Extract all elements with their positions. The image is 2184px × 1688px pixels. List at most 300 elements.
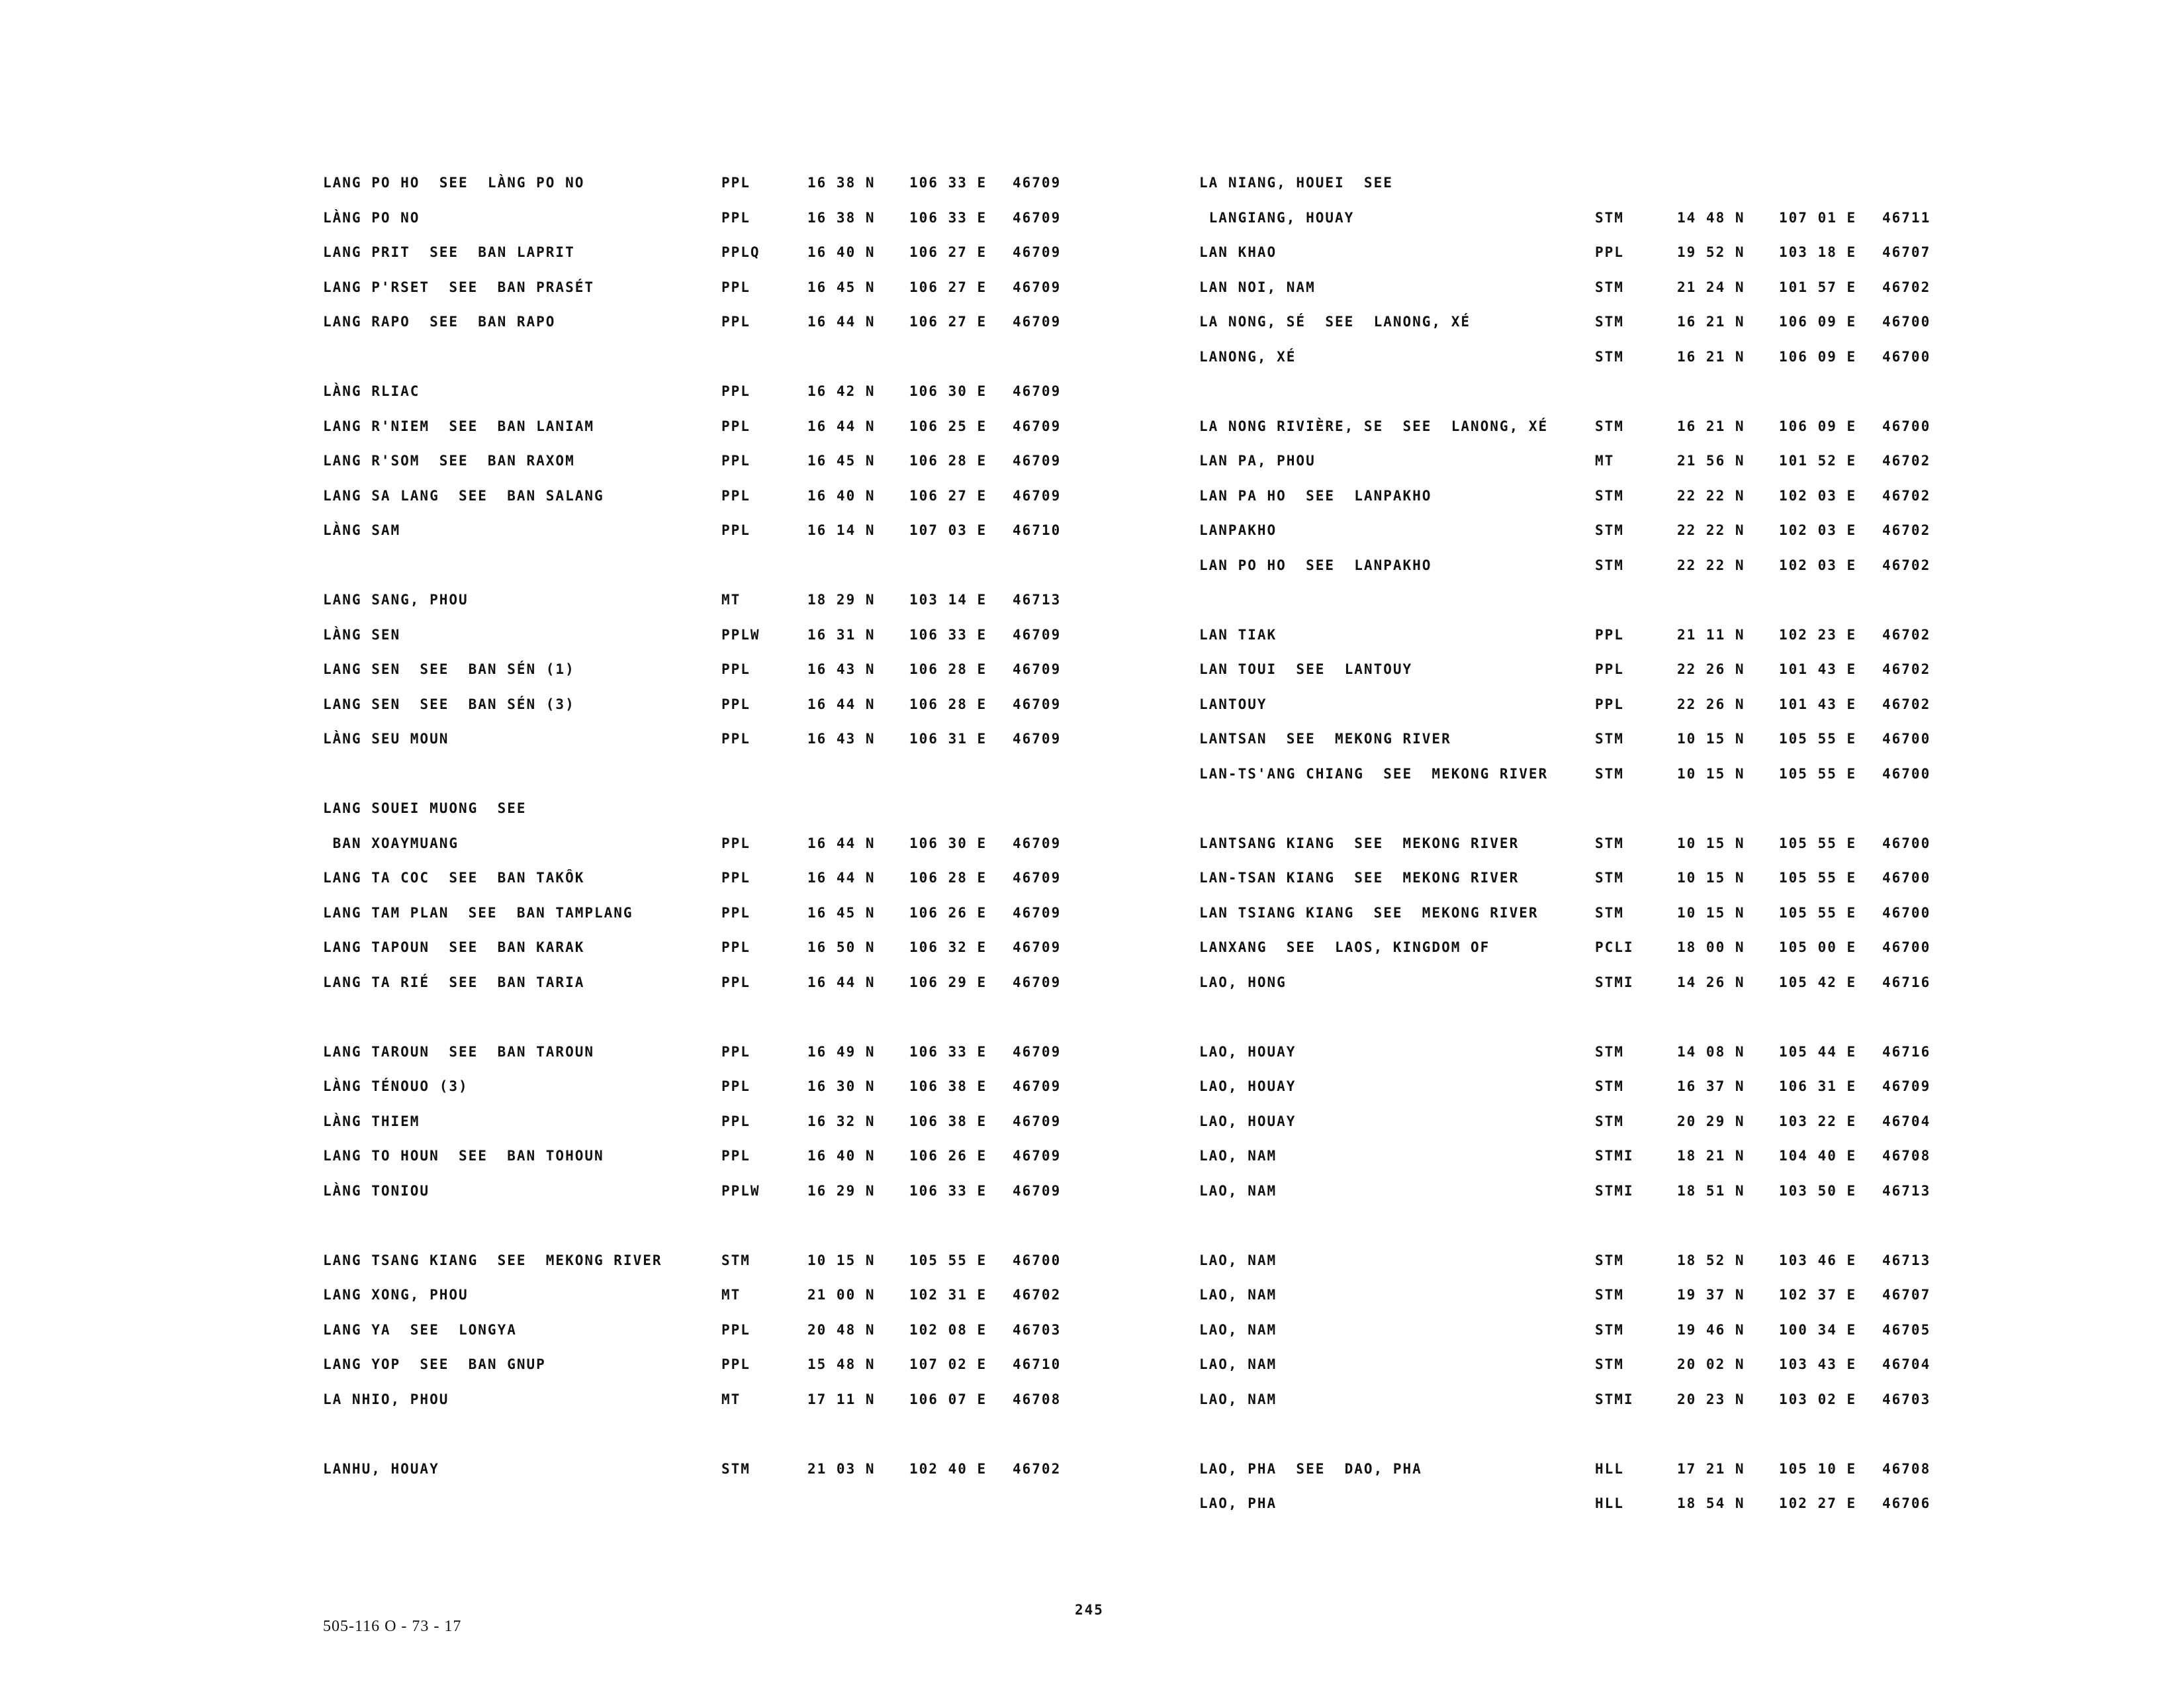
entry-lon: 106 09 E bbox=[1779, 348, 1857, 365]
entry-lat: 14 08 N bbox=[1677, 1043, 1745, 1060]
entry-name: LÀNG TONIOU bbox=[323, 1182, 430, 1199]
entry-lon: 102 23 E bbox=[1779, 626, 1857, 643]
entry-code: STM bbox=[721, 1252, 751, 1268]
entry-lat: 19 52 N bbox=[1677, 244, 1745, 260]
entry-code: PPL bbox=[721, 1078, 751, 1094]
entry-lat: 16 45 N bbox=[807, 904, 876, 921]
entry-lat: 20 48 N bbox=[807, 1321, 876, 1338]
entry-lat: 16 49 N bbox=[807, 1043, 876, 1060]
entry-lon: 101 43 E bbox=[1779, 661, 1857, 677]
entry-lat: 16 14 N bbox=[807, 522, 876, 538]
entry-name: LAO, HOUAY bbox=[1199, 1043, 1297, 1060]
entry-lon: 106 28 E bbox=[909, 661, 987, 677]
entry-lat: 16 44 N bbox=[807, 835, 876, 851]
entry-map: 46702 bbox=[1882, 557, 1931, 573]
entry-map: 46710 bbox=[1013, 522, 1062, 538]
entry-code: STM bbox=[1595, 1356, 1624, 1372]
entry-name: LANG R'SOM SEE BAN RAXOM bbox=[323, 453, 575, 469]
entry-lon: 101 43 E bbox=[1779, 696, 1857, 712]
entry-name: LANTSANG KIANG SEE MEKONG RIVER bbox=[1199, 835, 1520, 851]
entry-map: 46708 bbox=[1013, 1391, 1062, 1407]
entry-lon: 103 46 E bbox=[1779, 1252, 1857, 1268]
entry-lat: 14 48 N bbox=[1677, 209, 1745, 226]
entry-map: 46709 bbox=[1013, 418, 1062, 434]
entry-lon: 105 55 E bbox=[1779, 870, 1857, 886]
entry-code: PPL bbox=[721, 1356, 751, 1372]
entry-lon: 103 02 E bbox=[1779, 1391, 1857, 1407]
entry-code: PPL bbox=[721, 1321, 751, 1338]
entry-code: PPL bbox=[721, 1113, 751, 1129]
entry-code: PPL bbox=[721, 696, 751, 712]
entry-map: 46709 bbox=[1013, 487, 1062, 504]
entry-name: LANG SEN SEE BAN SÉN (1) bbox=[323, 661, 575, 677]
entry-map: 46709 bbox=[1013, 453, 1062, 469]
entry-code: STM bbox=[1595, 1043, 1624, 1060]
entry-lon: 106 32 E bbox=[909, 939, 987, 955]
entry-lon: 102 40 E bbox=[909, 1460, 987, 1477]
entry-lat: 17 11 N bbox=[807, 1391, 876, 1407]
entry-lon: 106 33 E bbox=[909, 175, 987, 191]
entry-lon: 106 30 E bbox=[909, 383, 987, 399]
entry-code: STM bbox=[1595, 1252, 1624, 1268]
entry-lat: 22 22 N bbox=[1677, 487, 1745, 504]
entry-lat: 16 45 N bbox=[807, 453, 876, 469]
entry-map: 46709 bbox=[1013, 314, 1062, 330]
entry-name: LANG R'NIEM SEE BAN LANIAM bbox=[323, 418, 595, 434]
entry-code: MT bbox=[721, 1287, 741, 1303]
entry-name: LAO, NAM bbox=[1199, 1391, 1277, 1407]
entry-lat: 19 46 N bbox=[1677, 1321, 1745, 1338]
entry-lon: 105 44 E bbox=[1779, 1043, 1857, 1060]
entry-lat: 20 29 N bbox=[1677, 1113, 1745, 1129]
entry-lat: 16 40 N bbox=[807, 244, 876, 260]
entry-lon: 107 01 E bbox=[1779, 209, 1857, 226]
entry-map: 46709 bbox=[1013, 1078, 1062, 1094]
entry-name: LAO, NAM bbox=[1199, 1356, 1277, 1372]
entry-code: STM bbox=[1595, 765, 1624, 782]
entry-lat: 20 02 N bbox=[1677, 1356, 1745, 1372]
entry-code: PPL bbox=[721, 870, 751, 886]
entry-lat: 22 26 N bbox=[1677, 661, 1745, 677]
entry-lat: 16 45 N bbox=[807, 279, 876, 295]
entry-lat: 10 15 N bbox=[1677, 765, 1745, 782]
entry-name: LAO, HOUAY bbox=[1199, 1078, 1297, 1094]
entry-map: 46700 bbox=[1882, 835, 1931, 851]
entry-code: PPL bbox=[721, 835, 751, 851]
entry-map: 46709 bbox=[1013, 974, 1062, 990]
entry-code: PPL bbox=[721, 904, 751, 921]
entry-lat: 18 29 N bbox=[807, 592, 876, 608]
entry-map: 46709 bbox=[1013, 939, 1062, 955]
entry-lon: 104 40 E bbox=[1779, 1148, 1857, 1164]
entry-name: LANHU, HOUAY bbox=[323, 1460, 439, 1477]
entry-lat: 10 15 N bbox=[1677, 904, 1745, 921]
entry-lat: 16 43 N bbox=[807, 731, 876, 747]
entry-code: PPL bbox=[721, 974, 751, 990]
entry-lon: 106 28 E bbox=[909, 453, 987, 469]
entry-code: MT bbox=[721, 592, 741, 608]
entry-lon: 103 22 E bbox=[1779, 1113, 1857, 1129]
entry-lon: 102 31 E bbox=[909, 1287, 987, 1303]
entry-code: PPL bbox=[721, 209, 751, 226]
entry-lat: 16 42 N bbox=[807, 383, 876, 399]
entry-name: BAN XOAYMUANG bbox=[323, 835, 459, 851]
entry-lat: 16 43 N bbox=[807, 661, 876, 677]
entry-name: LÀNG TÉNOUO (3) bbox=[323, 1078, 469, 1094]
entry-name: LAN PO HO SEE LANPAKHO bbox=[1199, 557, 1432, 573]
entry-name: LAO, NAM bbox=[1199, 1252, 1277, 1268]
entry-code: HLL bbox=[1595, 1460, 1624, 1477]
entry-code: PPL bbox=[1595, 696, 1624, 712]
entry-map: 46700 bbox=[1882, 731, 1931, 747]
entry-name: LAO, NAM bbox=[1199, 1182, 1277, 1199]
entry-name: LANG TO HOUN SEE BAN TOHOUN bbox=[323, 1148, 604, 1164]
entry-code: STM bbox=[1595, 870, 1624, 886]
entry-lon: 106 27 E bbox=[909, 487, 987, 504]
entry-code: STM bbox=[1595, 1113, 1624, 1129]
entry-map: 46713 bbox=[1882, 1182, 1931, 1199]
entry-name: LANG RAPO SEE BAN RAPO bbox=[323, 314, 556, 330]
entry-name: LAO, PHA bbox=[1199, 1495, 1277, 1511]
entry-name: LÀNG THIEM bbox=[323, 1113, 420, 1129]
entry-map: 46709 bbox=[1013, 383, 1062, 399]
entry-lat: 15 48 N bbox=[807, 1356, 876, 1372]
entry-code: PPL bbox=[721, 175, 751, 191]
entry-map: 46703 bbox=[1882, 1391, 1931, 1407]
entry-code: STMI bbox=[1595, 1391, 1634, 1407]
entry-code: PPLW bbox=[721, 1182, 760, 1199]
entry-lon: 106 25 E bbox=[909, 418, 987, 434]
entry-map: 46700 bbox=[1882, 314, 1931, 330]
entry-lat: 16 30 N bbox=[807, 1078, 876, 1094]
entry-lon: 103 18 E bbox=[1779, 244, 1857, 260]
entry-map: 46707 bbox=[1882, 244, 1931, 260]
entry-name: LANG TSANG KIANG SEE MEKONG RIVER bbox=[323, 1252, 662, 1268]
entry-lat: 21 00 N bbox=[807, 1287, 876, 1303]
entry-name: LANG SA LANG SEE BAN SALANG bbox=[323, 487, 604, 504]
entry-map: 46709 bbox=[1013, 731, 1062, 747]
entry-code: HLL bbox=[1595, 1495, 1624, 1511]
entry-code: STM bbox=[1595, 522, 1624, 538]
entry-code: PPL bbox=[721, 1148, 751, 1164]
entry-lat: 16 21 N bbox=[1677, 418, 1745, 434]
entry-code: STM bbox=[1595, 487, 1624, 504]
entry-code: PPL bbox=[721, 1043, 751, 1060]
entry-lon: 105 55 E bbox=[1779, 765, 1857, 782]
entry-name: LAN KHAO bbox=[1199, 244, 1277, 260]
entry-code: PPL bbox=[721, 279, 751, 295]
entry-lon: 105 00 E bbox=[1779, 939, 1857, 955]
entry-lat: 21 03 N bbox=[807, 1460, 876, 1477]
entry-map: 46702 bbox=[1882, 696, 1931, 712]
entry-name: LANG YOP SEE BAN GNUP bbox=[323, 1356, 546, 1372]
entry-lon: 107 02 E bbox=[909, 1356, 987, 1372]
entry-map: 46709 bbox=[1013, 1113, 1062, 1129]
entry-name: LANG XONG, PHOU bbox=[323, 1287, 469, 1303]
entry-name: LAO, NAM bbox=[1199, 1148, 1277, 1164]
entry-name: LÀNG PO NO bbox=[323, 209, 420, 226]
entry-map: 46700 bbox=[1882, 870, 1931, 886]
entry-lon: 106 38 E bbox=[909, 1113, 987, 1129]
entry-name: LAO, NAM bbox=[1199, 1287, 1277, 1303]
entry-lat: 21 24 N bbox=[1677, 279, 1745, 295]
entry-name: LAO, HONG bbox=[1199, 974, 1287, 990]
entry-lon: 106 26 E bbox=[909, 904, 987, 921]
entry-code: PPL bbox=[721, 453, 751, 469]
entry-map: 46702 bbox=[1882, 522, 1931, 538]
entry-lat: 20 23 N bbox=[1677, 1391, 1745, 1407]
entry-lat: 16 44 N bbox=[807, 418, 876, 434]
entry-lon: 106 33 E bbox=[909, 1182, 987, 1199]
entry-lat: 16 37 N bbox=[1677, 1078, 1745, 1094]
entry-lon: 106 33 E bbox=[909, 209, 987, 226]
entry-name: LA NHIO, PHOU bbox=[323, 1391, 449, 1407]
entry-name: LANXANG SEE LAOS, KINGDOM OF bbox=[1199, 939, 1490, 955]
entry-lon: 102 03 E bbox=[1779, 522, 1857, 538]
entry-lat: 22 26 N bbox=[1677, 696, 1745, 712]
entry-lat: 17 21 N bbox=[1677, 1460, 1745, 1477]
entry-code: STMI bbox=[1595, 974, 1634, 990]
entry-lon: 106 38 E bbox=[909, 1078, 987, 1094]
entry-code: STM bbox=[1595, 1078, 1624, 1094]
entry-lon: 100 34 E bbox=[1779, 1321, 1857, 1338]
entry-code: PPL bbox=[721, 939, 751, 955]
entry-map: 46700 bbox=[1882, 904, 1931, 921]
entry-lon: 106 09 E bbox=[1779, 314, 1857, 330]
entry-lat: 22 22 N bbox=[1677, 557, 1745, 573]
entry-lon: 101 57 E bbox=[1779, 279, 1857, 295]
entry-name: LAN TSIANG KIANG SEE MEKONG RIVER bbox=[1199, 904, 1539, 921]
entry-map: 46700 bbox=[1882, 418, 1931, 434]
entry-code: STM bbox=[1595, 314, 1624, 330]
entry-name: LAN-TS'ANG CHIANG SEE MEKONG RIVER bbox=[1199, 765, 1549, 782]
entry-name: LANG PRIT SEE BAN LAPRIT bbox=[323, 244, 575, 260]
entry-lat: 14 26 N bbox=[1677, 974, 1745, 990]
entry-code: MT bbox=[1595, 453, 1615, 469]
entry-name: LAN TIAK bbox=[1199, 626, 1277, 643]
entry-code: STM bbox=[1595, 1287, 1624, 1303]
entry-name: LAN-TSAN KIANG SEE MEKONG RIVER bbox=[1199, 870, 1520, 886]
entry-lon: 101 52 E bbox=[1779, 453, 1857, 469]
entry-lat: 16 38 N bbox=[807, 209, 876, 226]
entry-lon: 106 28 E bbox=[909, 696, 987, 712]
entry-name: LÀNG SAM bbox=[323, 522, 401, 538]
entry-lat: 10 15 N bbox=[1677, 870, 1745, 886]
entry-lon: 105 55 E bbox=[1779, 904, 1857, 921]
entry-code: PPL bbox=[721, 731, 751, 747]
entry-lon: 106 27 E bbox=[909, 279, 987, 295]
entry-map: 46709 bbox=[1013, 696, 1062, 712]
entry-code: PPL bbox=[1595, 661, 1624, 677]
entry-map: 46702 bbox=[1882, 661, 1931, 677]
entry-map: 46709 bbox=[1013, 1043, 1062, 1060]
entry-map: 46709 bbox=[1013, 279, 1062, 295]
print-code: 505-116 O - 73 - 17 bbox=[323, 1618, 462, 1635]
entry-lat: 10 15 N bbox=[1677, 731, 1745, 747]
entry-name: LANTSAN SEE MEKONG RIVER bbox=[1199, 731, 1451, 747]
entry-code: STM bbox=[1595, 904, 1624, 921]
entry-lon: 105 42 E bbox=[1779, 974, 1857, 990]
entry-name: LANG TA RIÉ SEE BAN TARIA bbox=[323, 974, 585, 990]
entry-map: 46708 bbox=[1882, 1460, 1931, 1477]
entry-name: LANG TAM PLAN SEE BAN TAMPLANG bbox=[323, 904, 633, 921]
entry-map: 46707 bbox=[1882, 1287, 1931, 1303]
entry-map: 46711 bbox=[1882, 209, 1931, 226]
entry-lat: 16 32 N bbox=[807, 1113, 876, 1129]
entry-lon: 106 29 E bbox=[909, 974, 987, 990]
entry-code: PCLI bbox=[1595, 939, 1634, 955]
entry-lon: 107 03 E bbox=[909, 522, 987, 538]
entry-lon: 106 09 E bbox=[1779, 418, 1857, 434]
entry-lon: 105 55 E bbox=[909, 1252, 987, 1268]
entry-code: STMI bbox=[1595, 1148, 1634, 1164]
entry-code: STM bbox=[721, 1460, 751, 1477]
entry-map: 46709 bbox=[1013, 626, 1062, 643]
entry-map: 46704 bbox=[1882, 1113, 1931, 1129]
entry-lat: 21 11 N bbox=[1677, 626, 1745, 643]
entry-map: 46709 bbox=[1013, 661, 1062, 677]
entry-map: 46700 bbox=[1013, 1252, 1062, 1268]
entry-lat: 18 00 N bbox=[1677, 939, 1745, 955]
entry-name: LAN TOUI SEE LANTOUY bbox=[1199, 661, 1413, 677]
entry-map: 46700 bbox=[1882, 348, 1931, 365]
entry-map: 46713 bbox=[1013, 592, 1062, 608]
entry-name: LANONG, XÉ bbox=[1199, 348, 1297, 365]
entry-lon: 102 08 E bbox=[909, 1321, 987, 1338]
entry-lat: 19 37 N bbox=[1677, 1287, 1745, 1303]
entry-name: LANG TAROUN SEE BAN TAROUN bbox=[323, 1043, 595, 1060]
entry-code: PPL bbox=[721, 522, 751, 538]
entry-name: LÀNG SEU MOUN bbox=[323, 731, 449, 747]
entry-code: STM bbox=[1595, 1321, 1624, 1338]
entry-lat: 16 44 N bbox=[807, 870, 876, 886]
entry-map: 46709 bbox=[1013, 175, 1062, 191]
entry-name: LANG YA SEE LONGYA bbox=[323, 1321, 517, 1338]
entry-lon: 106 07 E bbox=[909, 1391, 987, 1407]
entry-lat: 18 52 N bbox=[1677, 1252, 1745, 1268]
entry-map: 46709 bbox=[1013, 835, 1062, 851]
entry-name: LÀNG SEN bbox=[323, 626, 401, 643]
entry-map: 46702 bbox=[1882, 453, 1931, 469]
entry-name: LANG P'RSET SEE BAN PRASÉT bbox=[323, 279, 595, 295]
entry-name: LANG SANG, PHOU bbox=[323, 592, 469, 608]
entry-lon: 103 50 E bbox=[1779, 1182, 1857, 1199]
entry-map: 46709 bbox=[1013, 904, 1062, 921]
entry-code: STM bbox=[1595, 835, 1624, 851]
entry-map: 46702 bbox=[1013, 1287, 1062, 1303]
entry-lon: 106 26 E bbox=[909, 1148, 987, 1164]
entry-lon: 105 55 E bbox=[1779, 731, 1857, 747]
entry-lat: 10 15 N bbox=[807, 1252, 876, 1268]
entry-code: PPL bbox=[721, 418, 751, 434]
entry-lat: 16 44 N bbox=[807, 314, 876, 330]
entry-code: STM bbox=[1595, 209, 1624, 226]
entry-map: 46700 bbox=[1882, 939, 1931, 955]
entry-code: STM bbox=[1595, 557, 1624, 573]
entry-map: 46705 bbox=[1882, 1321, 1931, 1338]
entry-name: LAN PA, PHOU bbox=[1199, 453, 1316, 469]
entry-code: PPL bbox=[721, 487, 751, 504]
entry-map: 46709 bbox=[1013, 1148, 1062, 1164]
entry-lat: 16 21 N bbox=[1677, 348, 1745, 365]
entry-map: 46713 bbox=[1882, 1252, 1931, 1268]
entry-code: STM bbox=[1595, 731, 1624, 747]
entry-code: MT bbox=[721, 1391, 741, 1407]
entry-name: LA NONG, SÉ SEE LANONG, XÉ bbox=[1199, 314, 1471, 330]
entry-lon: 105 55 E bbox=[1779, 835, 1857, 851]
entry-map: 46700 bbox=[1882, 765, 1931, 782]
entry-map: 46702 bbox=[1882, 487, 1931, 504]
entry-name: LAO, PHA SEE DAO, PHA bbox=[1199, 1460, 1422, 1477]
entry-code: STM bbox=[1595, 418, 1624, 434]
entry-map: 46716 bbox=[1882, 1043, 1931, 1060]
entry-map: 46703 bbox=[1013, 1321, 1062, 1338]
entry-lon: 106 31 E bbox=[1779, 1078, 1857, 1094]
entry-code: PPL bbox=[721, 661, 751, 677]
entry-map: 46704 bbox=[1882, 1356, 1931, 1372]
entry-lat: 16 29 N bbox=[807, 1182, 876, 1199]
entry-lon: 102 03 E bbox=[1779, 487, 1857, 504]
entry-lon: 106 31 E bbox=[909, 731, 987, 747]
entry-lat: 16 40 N bbox=[807, 1148, 876, 1164]
entry-lat: 18 21 N bbox=[1677, 1148, 1745, 1164]
entry-lon: 106 28 E bbox=[909, 870, 987, 886]
entry-lat: 16 44 N bbox=[807, 974, 876, 990]
entry-lon: 102 37 E bbox=[1779, 1287, 1857, 1303]
entry-lat: 18 54 N bbox=[1677, 1495, 1745, 1511]
entry-lat: 22 22 N bbox=[1677, 522, 1745, 538]
entry-code: STMI bbox=[1595, 1182, 1634, 1199]
entry-lat: 16 38 N bbox=[807, 175, 876, 191]
entry-lat: 16 21 N bbox=[1677, 314, 1745, 330]
entry-name: LÀNG RLIAC bbox=[323, 383, 420, 399]
entry-name: LAN NOI, NAM bbox=[1199, 279, 1316, 295]
entry-lon: 106 27 E bbox=[909, 314, 987, 330]
entry-map: 46709 bbox=[1013, 1182, 1062, 1199]
entry-map: 46709 bbox=[1013, 209, 1062, 226]
entry-name: LA NIANG, HOUEI SEE bbox=[1199, 175, 1393, 191]
entry-lon: 106 33 E bbox=[909, 626, 987, 643]
entry-code: PPL bbox=[721, 383, 751, 399]
entry-lon: 105 10 E bbox=[1779, 1460, 1857, 1477]
page-number: 245 bbox=[1075, 1602, 1104, 1618]
entry-name: LANG SEN SEE BAN SÉN (3) bbox=[323, 696, 575, 712]
entry-lon: 103 43 E bbox=[1779, 1356, 1857, 1372]
entry-name: LANG SOUEI MUONG SEE bbox=[323, 800, 527, 816]
entry-lon: 106 30 E bbox=[909, 835, 987, 851]
entry-code: PPL bbox=[721, 314, 751, 330]
entry-map: 46716 bbox=[1882, 974, 1931, 990]
entry-name: LAN PA HO SEE LANPAKHO bbox=[1199, 487, 1432, 504]
entry-name: LANG TA COC SEE BAN TAKÔK bbox=[323, 870, 585, 886]
entry-lat: 18 51 N bbox=[1677, 1182, 1745, 1199]
entry-lat: 21 56 N bbox=[1677, 453, 1745, 469]
entry-code: PPL bbox=[1595, 244, 1624, 260]
entry-name: LA NONG RIVIÈRE, SE SEE LANONG, XÉ bbox=[1199, 418, 1549, 434]
entry-map: 46702 bbox=[1882, 626, 1931, 643]
entry-map: 46702 bbox=[1882, 279, 1931, 295]
entry-lon: 106 27 E bbox=[909, 244, 987, 260]
entry-name: LANPAKHO bbox=[1199, 522, 1277, 538]
entry-lon: 102 03 E bbox=[1779, 557, 1857, 573]
entry-lat: 16 50 N bbox=[807, 939, 876, 955]
entry-name: LAO, NAM bbox=[1199, 1321, 1277, 1338]
entry-lon: 102 27 E bbox=[1779, 1495, 1857, 1511]
entry-name: LANG PO HO SEE LÀNG PO NO bbox=[323, 175, 585, 191]
entry-name: LANGIANG, HOUAY bbox=[1199, 209, 1355, 226]
entry-map: 46702 bbox=[1013, 1460, 1062, 1477]
entry-lat: 16 40 N bbox=[807, 487, 876, 504]
